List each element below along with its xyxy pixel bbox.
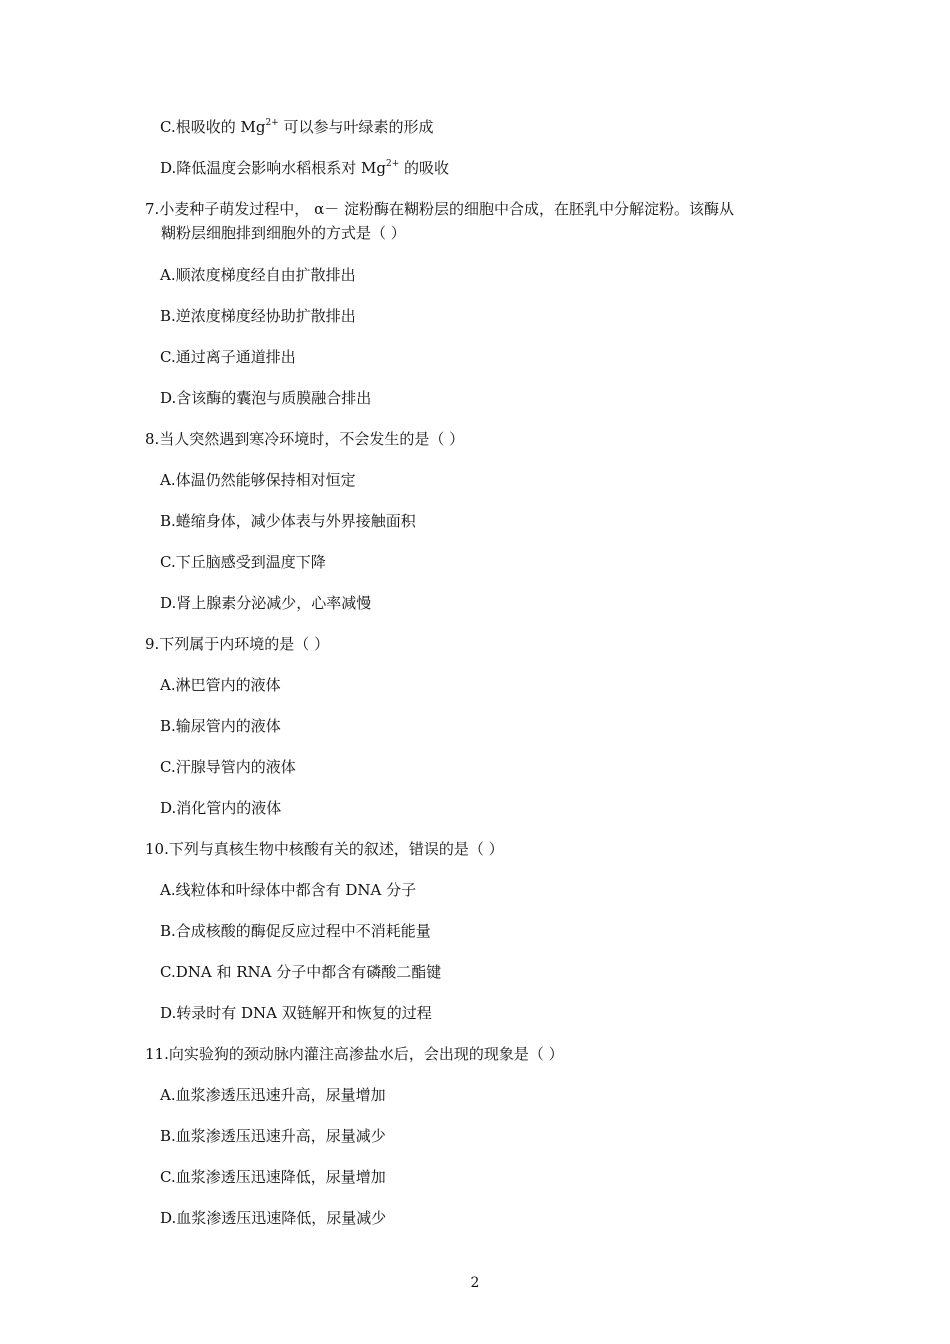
- q11-option-d: D.血浆渗透压迅速降低，尿量减少: [160, 1209, 387, 1227]
- q10-stem: 10.下列与真核生物中核酸有关的叙述，错误的是（ ）: [145, 840, 504, 858]
- q9-option-d: D.消化管内的液体: [160, 799, 282, 817]
- q8-option-b: B.蜷缩身体，减少体表与外界接触面积: [160, 512, 416, 530]
- superscript: 2+: [386, 159, 400, 169]
- q10-option-d: D.转录时有 DNA 双链解开和恢复的过程: [160, 1004, 432, 1022]
- q7-stem-line1: 7.小麦种子萌发过程中， α－ 淀粉酶在糊粉层的细胞中合成，在胚乳中分解淀粉。该酶从: [145, 200, 734, 218]
- q11-option-a: A.血浆渗透压迅速升高，尿量增加: [160, 1086, 386, 1104]
- q8-option-c: C.下丘脑感受到温度下降: [160, 553, 326, 571]
- q8-option-d: D.肾上腺素分泌减少，心率减慢: [160, 594, 372, 612]
- q9-option-a: A.淋巴管内的液体: [160, 676, 281, 694]
- q10-option-c: C.DNA 和 RNA 分子中都含有磷酸二酯键: [160, 963, 442, 981]
- q9-option-b: B.输尿管内的液体: [160, 717, 281, 735]
- q7-option-b: B.逆浓度梯度经协助扩散排出: [160, 307, 356, 325]
- q11-option-c: C.血浆渗透压迅速降低，尿量增加: [160, 1168, 386, 1186]
- q7-stem-line2: 糊粉层细胞排到细胞外的方式是（ ）: [161, 224, 406, 242]
- page-number: 2: [470, 1275, 480, 1291]
- q7-option-d: D.含该酶的囊泡与质膜融合排出: [160, 389, 372, 407]
- q6-option-c: [160, 117, 434, 137]
- q7-option-a: A.顺浓度梯度经自由扩散排出: [160, 266, 356, 284]
- q6-option-c-text-rest: 可以参与叶绿素的形成: [278, 118, 434, 136]
- q7-option-c: C.通过离子通道排出: [160, 348, 296, 366]
- q10-option-a: A.线粒体和叶绿体中都含有 DNA 分子: [160, 881, 417, 899]
- q6-option-d-text: D.降低温度会影响水稻根系对 Mg: [160, 159, 386, 177]
- q9-option-c: C.汗腺导管内的液体: [160, 758, 296, 776]
- superscript: 2+: [265, 118, 279, 128]
- q11-option-b: B.血浆渗透压迅速升高，尿量减少: [160, 1127, 386, 1145]
- q6-option-d: [160, 158, 449, 178]
- q6-option-c-text: C.根吸收的 Mg: [160, 118, 266, 136]
- q11-stem: 11.向实验狗的颈动脉内灌注高渗盐水后，会出现的现象是（ ）: [145, 1045, 564, 1063]
- q8-option-a: A.体温仍然能够保持相对恒定: [160, 471, 356, 489]
- q9-stem: 9.下列属于内环境的是（ ）: [145, 635, 330, 653]
- q10-option-b: B.合成核酸的酶促反应过程中不消耗能量: [160, 922, 431, 940]
- q6-option-d-text-rest: 的吸收: [399, 159, 450, 177]
- q8-stem: 8.当人突然遇到寒冷环境时，不会发生的是（ ）: [145, 430, 465, 448]
